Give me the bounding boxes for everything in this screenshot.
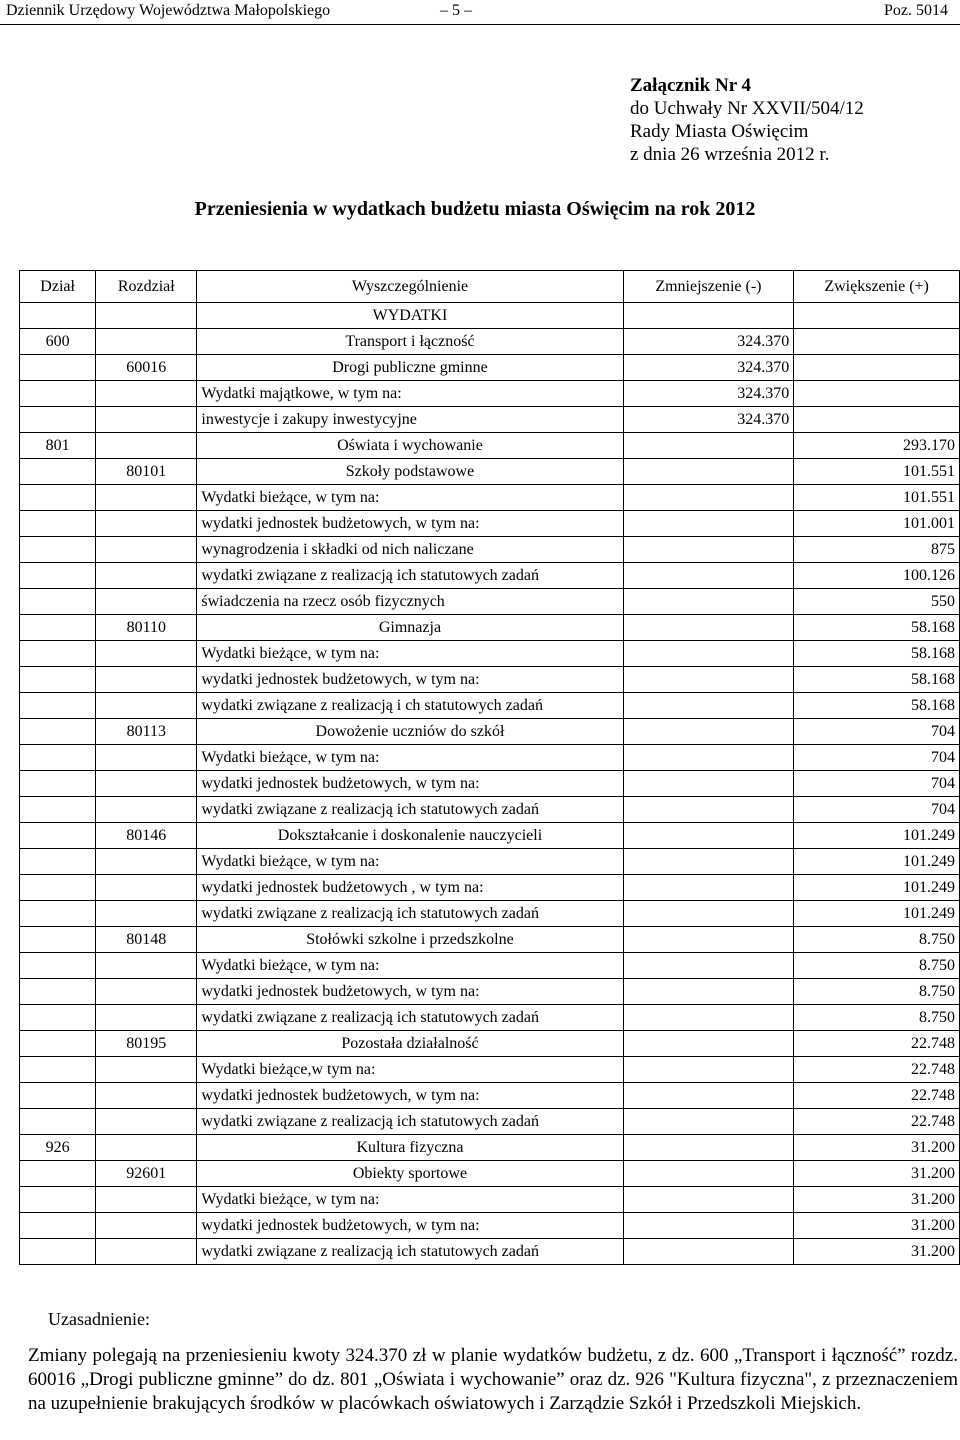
cell-dzial <box>20 1005 96 1031</box>
cell-dzial <box>20 797 96 823</box>
cell-decrease <box>623 849 794 875</box>
cell-increase: 31.200 <box>794 1187 960 1213</box>
cell-decrease <box>623 615 794 641</box>
cell-dzial <box>20 1239 96 1265</box>
cell-dzial <box>20 381 96 407</box>
cell-description: wydatki związane z realizacją ich statutowych zadań <box>197 1109 623 1135</box>
table-row <box>20 1005 960 1031</box>
cell-increase: 31.200 <box>794 1161 960 1187</box>
cell-description: wydatki jednostek budżetowych, w tym na: <box>197 979 623 1005</box>
cell-rozdzial <box>96 407 197 433</box>
cell-rozdzial <box>96 745 197 771</box>
cell-dzial <box>20 927 96 953</box>
cell-increase: 101.249 <box>794 875 960 901</box>
cell-decrease <box>623 433 794 459</box>
cell-rozdzial <box>96 849 197 875</box>
cell-rozdzial <box>96 433 197 459</box>
cell-description: wydatki jednostek budżetowych, w tym na: <box>197 511 623 537</box>
cell-description: Wydatki bieżące, w tym na: <box>197 849 623 875</box>
cell-dzial <box>20 1083 96 1109</box>
cell-description: wydatki związane z realizacją ich statutowych zadań <box>197 797 623 823</box>
table-row <box>20 771 960 797</box>
cell-dzial <box>20 1109 96 1135</box>
cell-description: wydatki jednostek budżetowych, w tym na: <box>197 667 623 693</box>
table-row <box>20 459 960 485</box>
annex-block <box>630 74 864 166</box>
cell-increase: 31.200 <box>794 1213 960 1239</box>
cell-increase: 58.168 <box>794 667 960 693</box>
position-number: Poz. 5014 <box>884 2 948 19</box>
cell-rozdzial: 80110 <box>96 615 197 641</box>
cell-description: Pozostała działalność <box>197 1031 623 1057</box>
cell-increase <box>794 355 960 381</box>
cell-decrease <box>623 979 794 1005</box>
cell-description: Wydatki bieżące, w tym na: <box>197 641 623 667</box>
cell-dzial <box>20 485 96 511</box>
cell-decrease <box>623 1161 794 1187</box>
cell-description: świadczenia na rzecz osób fizycznych <box>197 589 623 615</box>
section-empty-cell <box>96 303 197 329</box>
cell-rozdzial <box>96 1239 197 1265</box>
cell-dzial <box>20 953 96 979</box>
cell-description: Oświata i wychowanie <box>197 433 623 459</box>
cell-description: wydatki związane z realizacją i ch statutowych zadań <box>197 693 623 719</box>
header-rozdzial: Rozdział <box>96 271 197 303</box>
cell-description: Dokształcanie i doskonalenie nauczycieli <box>197 823 623 849</box>
table-row <box>20 693 960 719</box>
cell-increase: 101.249 <box>794 823 960 849</box>
table-row <box>20 329 960 355</box>
table-header-row <box>20 271 960 303</box>
cell-dzial <box>20 1031 96 1057</box>
cell-dzial <box>20 875 96 901</box>
cell-dzial <box>20 511 96 537</box>
header-dzial: Dział <box>20 271 96 303</box>
cell-increase: 101.249 <box>794 901 960 927</box>
page-header <box>0 0 960 25</box>
cell-decrease <box>623 1135 794 1161</box>
cell-decrease: 324.370 <box>623 329 794 355</box>
annex-date: z dnia 26 września 2012 r. <box>630 144 830 165</box>
section-row <box>20 303 960 329</box>
journal-name: Dziennik Urzędowy Województwa Małopolskiego <box>6 2 331 19</box>
cell-increase: 704 <box>794 771 960 797</box>
table-row <box>20 1031 960 1057</box>
cell-dzial <box>20 459 96 485</box>
cell-decrease <box>623 927 794 953</box>
cell-decrease <box>623 511 794 537</box>
table-row <box>20 615 960 641</box>
cell-decrease: 324.370 <box>623 407 794 433</box>
cell-description: inwestycje i zakupy inwestycyjne <box>197 407 623 433</box>
cell-decrease <box>623 1083 794 1109</box>
cell-decrease <box>623 537 794 563</box>
cell-increase <box>794 329 960 355</box>
cell-dzial <box>20 979 96 1005</box>
cell-rozdzial <box>96 1135 197 1161</box>
cell-increase: 101.249 <box>794 849 960 875</box>
cell-decrease <box>623 589 794 615</box>
cell-dzial <box>20 1161 96 1187</box>
table-row <box>20 589 960 615</box>
cell-decrease <box>623 693 794 719</box>
cell-rozdzial <box>96 1213 197 1239</box>
cell-dzial <box>20 823 96 849</box>
cell-increase: 22.748 <box>794 1057 960 1083</box>
cell-description: wydatki związane z realizacją ich statutowych zadań <box>197 563 623 589</box>
table-row <box>20 901 960 927</box>
cell-rozdzial <box>96 563 197 589</box>
cell-description: Wydatki bieżące, w tym na: <box>197 1187 623 1213</box>
cell-description: wydatki jednostek budżetowych , w tym na: <box>197 875 623 901</box>
cell-dzial <box>20 355 96 381</box>
cell-description: Transport i łączność <box>197 329 623 355</box>
cell-increase: 22.748 <box>794 1031 960 1057</box>
table-row <box>20 641 960 667</box>
cell-increase: 100.126 <box>794 563 960 589</box>
table-row <box>20 823 960 849</box>
cell-decrease <box>623 901 794 927</box>
cell-rozdzial: 80101 <box>96 459 197 485</box>
cell-rozdzial: 80195 <box>96 1031 197 1057</box>
cell-dzial <box>20 1057 96 1083</box>
cell-dzial: 801 <box>20 433 96 459</box>
cell-rozdzial <box>96 901 197 927</box>
cell-description: wydatki jednostek budżetowych, w tym na: <box>197 1213 623 1239</box>
cell-rozdzial: 60016 <box>96 355 197 381</box>
table-row <box>20 927 960 953</box>
cell-decrease <box>623 823 794 849</box>
cell-decrease <box>623 641 794 667</box>
cell-increase: 31.200 <box>794 1239 960 1265</box>
cell-rozdzial <box>96 1083 197 1109</box>
table-row <box>20 433 960 459</box>
table-row <box>20 875 960 901</box>
cell-decrease <box>623 1239 794 1265</box>
cell-dzial <box>20 1213 96 1239</box>
cell-rozdzial <box>96 797 197 823</box>
cell-rozdzial <box>96 589 197 615</box>
cell-description: wydatki jednostek budżetowych, w tym na: <box>197 771 623 797</box>
cell-increase: 58.168 <box>794 615 960 641</box>
cell-description: wydatki związane z realizacją ich statutowych zadań <box>197 1239 623 1265</box>
table-row <box>20 745 960 771</box>
cell-increase: 101.551 <box>794 459 960 485</box>
cell-dzial <box>20 407 96 433</box>
justification-text: Zmiany polegają na przeniesieniu kwoty 324.370 zł w planie wydatków budżetu, z dz. 600 „Transport i łączność” rozdz. 60016 „Drogi publiczne gminne” do dz. 801 „Oświata i wychowanie” oraz dz. 926 "Kultura fizyczna", z przeznaczeniem na uzupełnienie brakujących środków w placówkach oświatowych i Zarządzie Szkół i Przedszkoli Miejskich. <box>28 1345 958 1414</box>
cell-rozdzial <box>96 667 197 693</box>
cell-rozdzial <box>96 511 197 537</box>
table-row <box>20 953 960 979</box>
table-row <box>20 511 960 537</box>
table-row <box>20 485 960 511</box>
cell-increase: 22.748 <box>794 1083 960 1109</box>
table-row <box>20 849 960 875</box>
table-row <box>20 979 960 1005</box>
cell-decrease: 324.370 <box>623 355 794 381</box>
cell-rozdzial <box>96 875 197 901</box>
page-number: – 5 – <box>440 2 472 19</box>
cell-decrease <box>623 1057 794 1083</box>
cell-decrease <box>623 953 794 979</box>
cell-dzial: 600 <box>20 329 96 355</box>
cell-description: Drogi publiczne gminne <box>197 355 623 381</box>
cell-decrease <box>623 875 794 901</box>
annex-council: Rady Miasta Oświęcim <box>630 121 809 142</box>
cell-increase: 31.200 <box>794 1135 960 1161</box>
cell-dzial <box>20 693 96 719</box>
cell-description: wydatki jednostek budżetowych, w tym na: <box>197 1083 623 1109</box>
cell-rozdzial <box>96 1109 197 1135</box>
cell-description: Wydatki bieżące, w tym na: <box>197 745 623 771</box>
budget-table <box>19 270 960 1265</box>
cell-dzial <box>20 849 96 875</box>
table-row <box>20 355 960 381</box>
table-row <box>20 381 960 407</box>
cell-description: Wydatki bieżące,w tym na: <box>197 1057 623 1083</box>
cell-dzial <box>20 745 96 771</box>
table-row <box>20 1187 960 1213</box>
cell-description: Gimnazja <box>197 615 623 641</box>
cell-increase: 704 <box>794 745 960 771</box>
table-row <box>20 719 960 745</box>
cell-rozdzial <box>96 771 197 797</box>
cell-decrease <box>623 1187 794 1213</box>
justification-label: Uzasadnienie: <box>48 1309 150 1329</box>
header-decrease: Zmniejszenie (-) <box>623 271 794 303</box>
cell-rozdzial: 92601 <box>96 1161 197 1187</box>
cell-decrease <box>623 797 794 823</box>
cell-rozdzial: 80146 <box>96 823 197 849</box>
cell-increase: 8.750 <box>794 979 960 1005</box>
cell-increase: 58.168 <box>794 641 960 667</box>
cell-dzial <box>20 901 96 927</box>
cell-description: Dowożenie uczniów do szkół <box>197 719 623 745</box>
cell-rozdzial <box>96 485 197 511</box>
cell-decrease <box>623 1005 794 1031</box>
cell-dzial <box>20 1187 96 1213</box>
cell-decrease <box>623 459 794 485</box>
table-row <box>20 1161 960 1187</box>
table-row <box>20 537 960 563</box>
cell-dzial <box>20 667 96 693</box>
cell-decrease: 324.370 <box>623 381 794 407</box>
cell-decrease <box>623 563 794 589</box>
cell-rozdzial: 80113 <box>96 719 197 745</box>
table-row <box>20 1057 960 1083</box>
cell-rozdzial: 80148 <box>96 927 197 953</box>
table-row <box>20 407 960 433</box>
cell-decrease <box>623 667 794 693</box>
cell-increase: 101.551 <box>794 485 960 511</box>
cell-rozdzial <box>96 1005 197 1031</box>
cell-rozdzial <box>96 693 197 719</box>
cell-decrease <box>623 485 794 511</box>
cell-dzial <box>20 537 96 563</box>
cell-rozdzial <box>96 979 197 1005</box>
cell-rozdzial <box>96 1057 197 1083</box>
section-label: WYDATKI <box>197 303 623 329</box>
cell-decrease <box>623 1031 794 1057</box>
cell-rozdzial <box>96 953 197 979</box>
cell-dzial <box>20 719 96 745</box>
section-empty-cell <box>20 303 96 329</box>
cell-rozdzial <box>96 329 197 355</box>
cell-dzial: 926 <box>20 1135 96 1161</box>
cell-description: Obiekty sportowe <box>197 1161 623 1187</box>
cell-increase: 704 <box>794 797 960 823</box>
cell-rozdzial <box>96 641 197 667</box>
cell-description: Wydatki majątkowe, w tym na: <box>197 381 623 407</box>
document-title: Przeniesienia w wydatkach budżetu miasta Oświęcim na rok 2012 <box>194 198 756 220</box>
cell-rozdzial <box>96 537 197 563</box>
cell-decrease <box>623 719 794 745</box>
cell-description: Wydatki bieżące, w tym na: <box>197 485 623 511</box>
section-empty-cell <box>623 303 794 329</box>
cell-description: Stołówki szkolne i przedszkolne <box>197 927 623 953</box>
cell-increase: 8.750 <box>794 1005 960 1031</box>
cell-decrease <box>623 1109 794 1135</box>
cell-dzial <box>20 771 96 797</box>
cell-increase: 293.170 <box>794 433 960 459</box>
cell-dzial <box>20 589 96 615</box>
table-row <box>20 1109 960 1135</box>
cell-decrease <box>623 771 794 797</box>
table-row <box>20 563 960 589</box>
cell-increase: 8.750 <box>794 927 960 953</box>
table-row <box>20 1135 960 1161</box>
cell-increase: 550 <box>794 589 960 615</box>
cell-increase <box>794 407 960 433</box>
cell-description: Kultura fizyczna <box>197 1135 623 1161</box>
table-row <box>20 1083 960 1109</box>
cell-description: wydatki związane z realizacją ich statutowych zadań <box>197 901 623 927</box>
table-row <box>20 667 960 693</box>
cell-increase: 875 <box>794 537 960 563</box>
header-increase: Zwiększenie (+) <box>794 271 960 303</box>
cell-decrease <box>623 745 794 771</box>
cell-description: wynagrodzenia i składki od nich naliczane <box>197 537 623 563</box>
cell-increase: 8.750 <box>794 953 960 979</box>
table-row <box>20 1213 960 1239</box>
cell-increase: 101.001 <box>794 511 960 537</box>
cell-dzial <box>20 615 96 641</box>
cell-rozdzial <box>96 1187 197 1213</box>
cell-increase: 58.168 <box>794 693 960 719</box>
cell-dzial <box>20 641 96 667</box>
section-empty-cell <box>794 303 960 329</box>
header-description: Wyszczególnienie <box>197 271 623 303</box>
cell-dzial <box>20 563 96 589</box>
cell-description: Wydatki bieżące, w tym na: <box>197 953 623 979</box>
cell-increase <box>794 381 960 407</box>
cell-decrease <box>623 1213 794 1239</box>
document-title-wrap <box>0 197 960 221</box>
table-row <box>20 1239 960 1265</box>
annex-title: Załącznik Nr 4 <box>630 75 752 96</box>
cell-increase: 704 <box>794 719 960 745</box>
cell-description: Szkoły podstawowe <box>197 459 623 485</box>
cell-rozdzial <box>96 381 197 407</box>
table-row <box>20 797 960 823</box>
annex-resolution: do Uchwały Nr XXVII/504/12 <box>630 98 864 119</box>
cell-description: wydatki związane z realizacją ich statutowych zadań <box>197 1005 623 1031</box>
cell-increase: 22.748 <box>794 1109 960 1135</box>
